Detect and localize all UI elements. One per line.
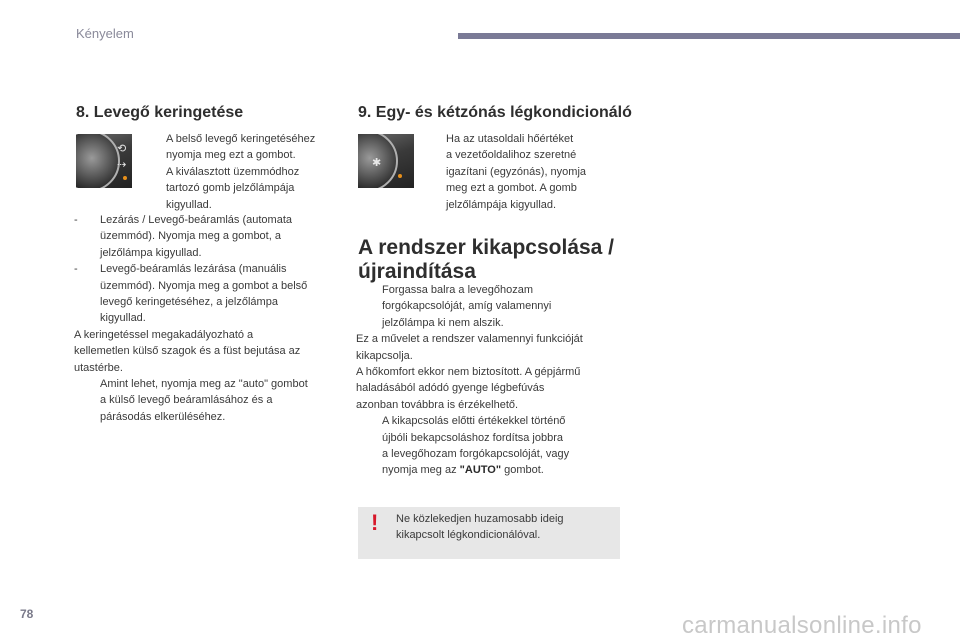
dash-marker: -: [74, 263, 78, 276]
text-line: jelzőlámpája kigyullad.: [446, 198, 557, 211]
text-fragment: gombot.: [501, 464, 544, 477]
text-line: forgókapcsolóját, amíg valamennyi: [382, 300, 552, 313]
text-line: jelzőlámpa ki nem alszik.: [382, 316, 504, 329]
right-body-block: [356, 282, 626, 479]
text-line: [382, 462, 626, 478]
text-fragment: nyomja meg az: [382, 464, 460, 477]
text-line: Lezárás / Levegő-beáramlás (automata: [100, 214, 292, 226]
text-line: A kiválasztott üzemmódhoz: [166, 165, 300, 178]
heading-line: újraindítása: [358, 260, 476, 283]
left-intro-block: [140, 131, 340, 213]
text-line: nyomja meg ezt a gombot.: [166, 149, 296, 162]
text-line: Forgassa balra a levegőhozam: [382, 284, 534, 296]
watermark: carmanualsonline.info: [682, 612, 922, 639]
header-bar: [458, 33, 960, 39]
warning-text: [396, 511, 616, 544]
mono-zone-button-photo: ✱: [358, 134, 414, 188]
exclamation-icon: !: [371, 510, 379, 535]
text-line: azonban továbbra is érzékelhető.: [356, 398, 519, 411]
text-line: A keringetéssel megakadályozható a: [74, 328, 254, 341]
text-line: A belső levegő keringetéséhez: [166, 133, 316, 145]
text-line: kellemetlen külső szagok és a füst bejutása az: [74, 345, 301, 358]
text-line: a vezetőoldalihoz szeretné: [446, 149, 577, 162]
text-line: haladásából adódó gyenge légbefúvás: [356, 382, 545, 395]
text-line: üzemmód). Nyomja meg a gombot a belső: [100, 279, 308, 292]
text-line: A hőkomfort ekkor nem biztosított. A gépjármű: [356, 366, 581, 379]
text-line: kigyullad.: [100, 312, 146, 325]
text-line: igazítani (egyzónás), nyomja: [446, 165, 587, 178]
text-line: meg ezt a gombot. A gomb: [446, 182, 577, 195]
dash-marker: -: [74, 214, 78, 226]
section-heading-system-off: [358, 236, 614, 284]
heading-line: A rendszer kikapcsolása /: [358, 236, 615, 259]
text-line: jelzőlámpa kigyullad.: [100, 246, 202, 259]
text-line: levegő keringetéséhez, a jelzőlámpa: [100, 296, 278, 309]
text-line: utastérbe.: [74, 361, 123, 374]
air-recirculation-button-photo: ⟲ ⇢: [76, 134, 132, 188]
text-line: kikapcsolja.: [356, 349, 413, 362]
text-line: újbóli bekapcsoláshoz fordítsa jobbra: [382, 431, 564, 444]
text-line: Ha az utasoldali hőértéket: [446, 133, 574, 145]
text-line: párásodás elkerüléséhez.: [100, 410, 226, 423]
text-line: tartozó gomb jelzőlámpája: [166, 182, 295, 195]
text-line: Levegő-beáramlás lezárása (manuális: [100, 263, 287, 276]
text-line: a levegőhozam forgókapcsolóját, vagy: [382, 448, 570, 461]
text-line: üzemmód). Nyomja meg a gombot, a: [100, 230, 281, 243]
text-line: Ne közlekedjen huzamosabb ideig: [396, 513, 564, 525]
text-line: Amint lehet, nyomja meg az "auto" gombot: [100, 378, 308, 391]
section-heading-air-recirculation: 8. Levegő keringetése: [76, 104, 244, 121]
text-line: A kikapcsolás előtti értékekkel történő: [382, 415, 566, 428]
left-body-block: [74, 212, 344, 425]
auto-label: "AUTO": [459, 464, 502, 477]
section-heading-air-conditioning: 9. Egy- és kétzónás légkondicionáló: [358, 104, 632, 121]
page-header-title: Kényelem: [76, 26, 134, 41]
text-line: Ez a művelet a rendszer valamennyi funkcióját: [356, 333, 583, 346]
text-line: kikapcsolt légkondicionálóval.: [396, 529, 541, 542]
right-intro-block: [420, 131, 620, 213]
text-line: kigyullad.: [166, 198, 212, 211]
page-number: 78: [20, 607, 34, 621]
text-line: a külső levegő beáramlásához és a: [100, 394, 273, 407]
